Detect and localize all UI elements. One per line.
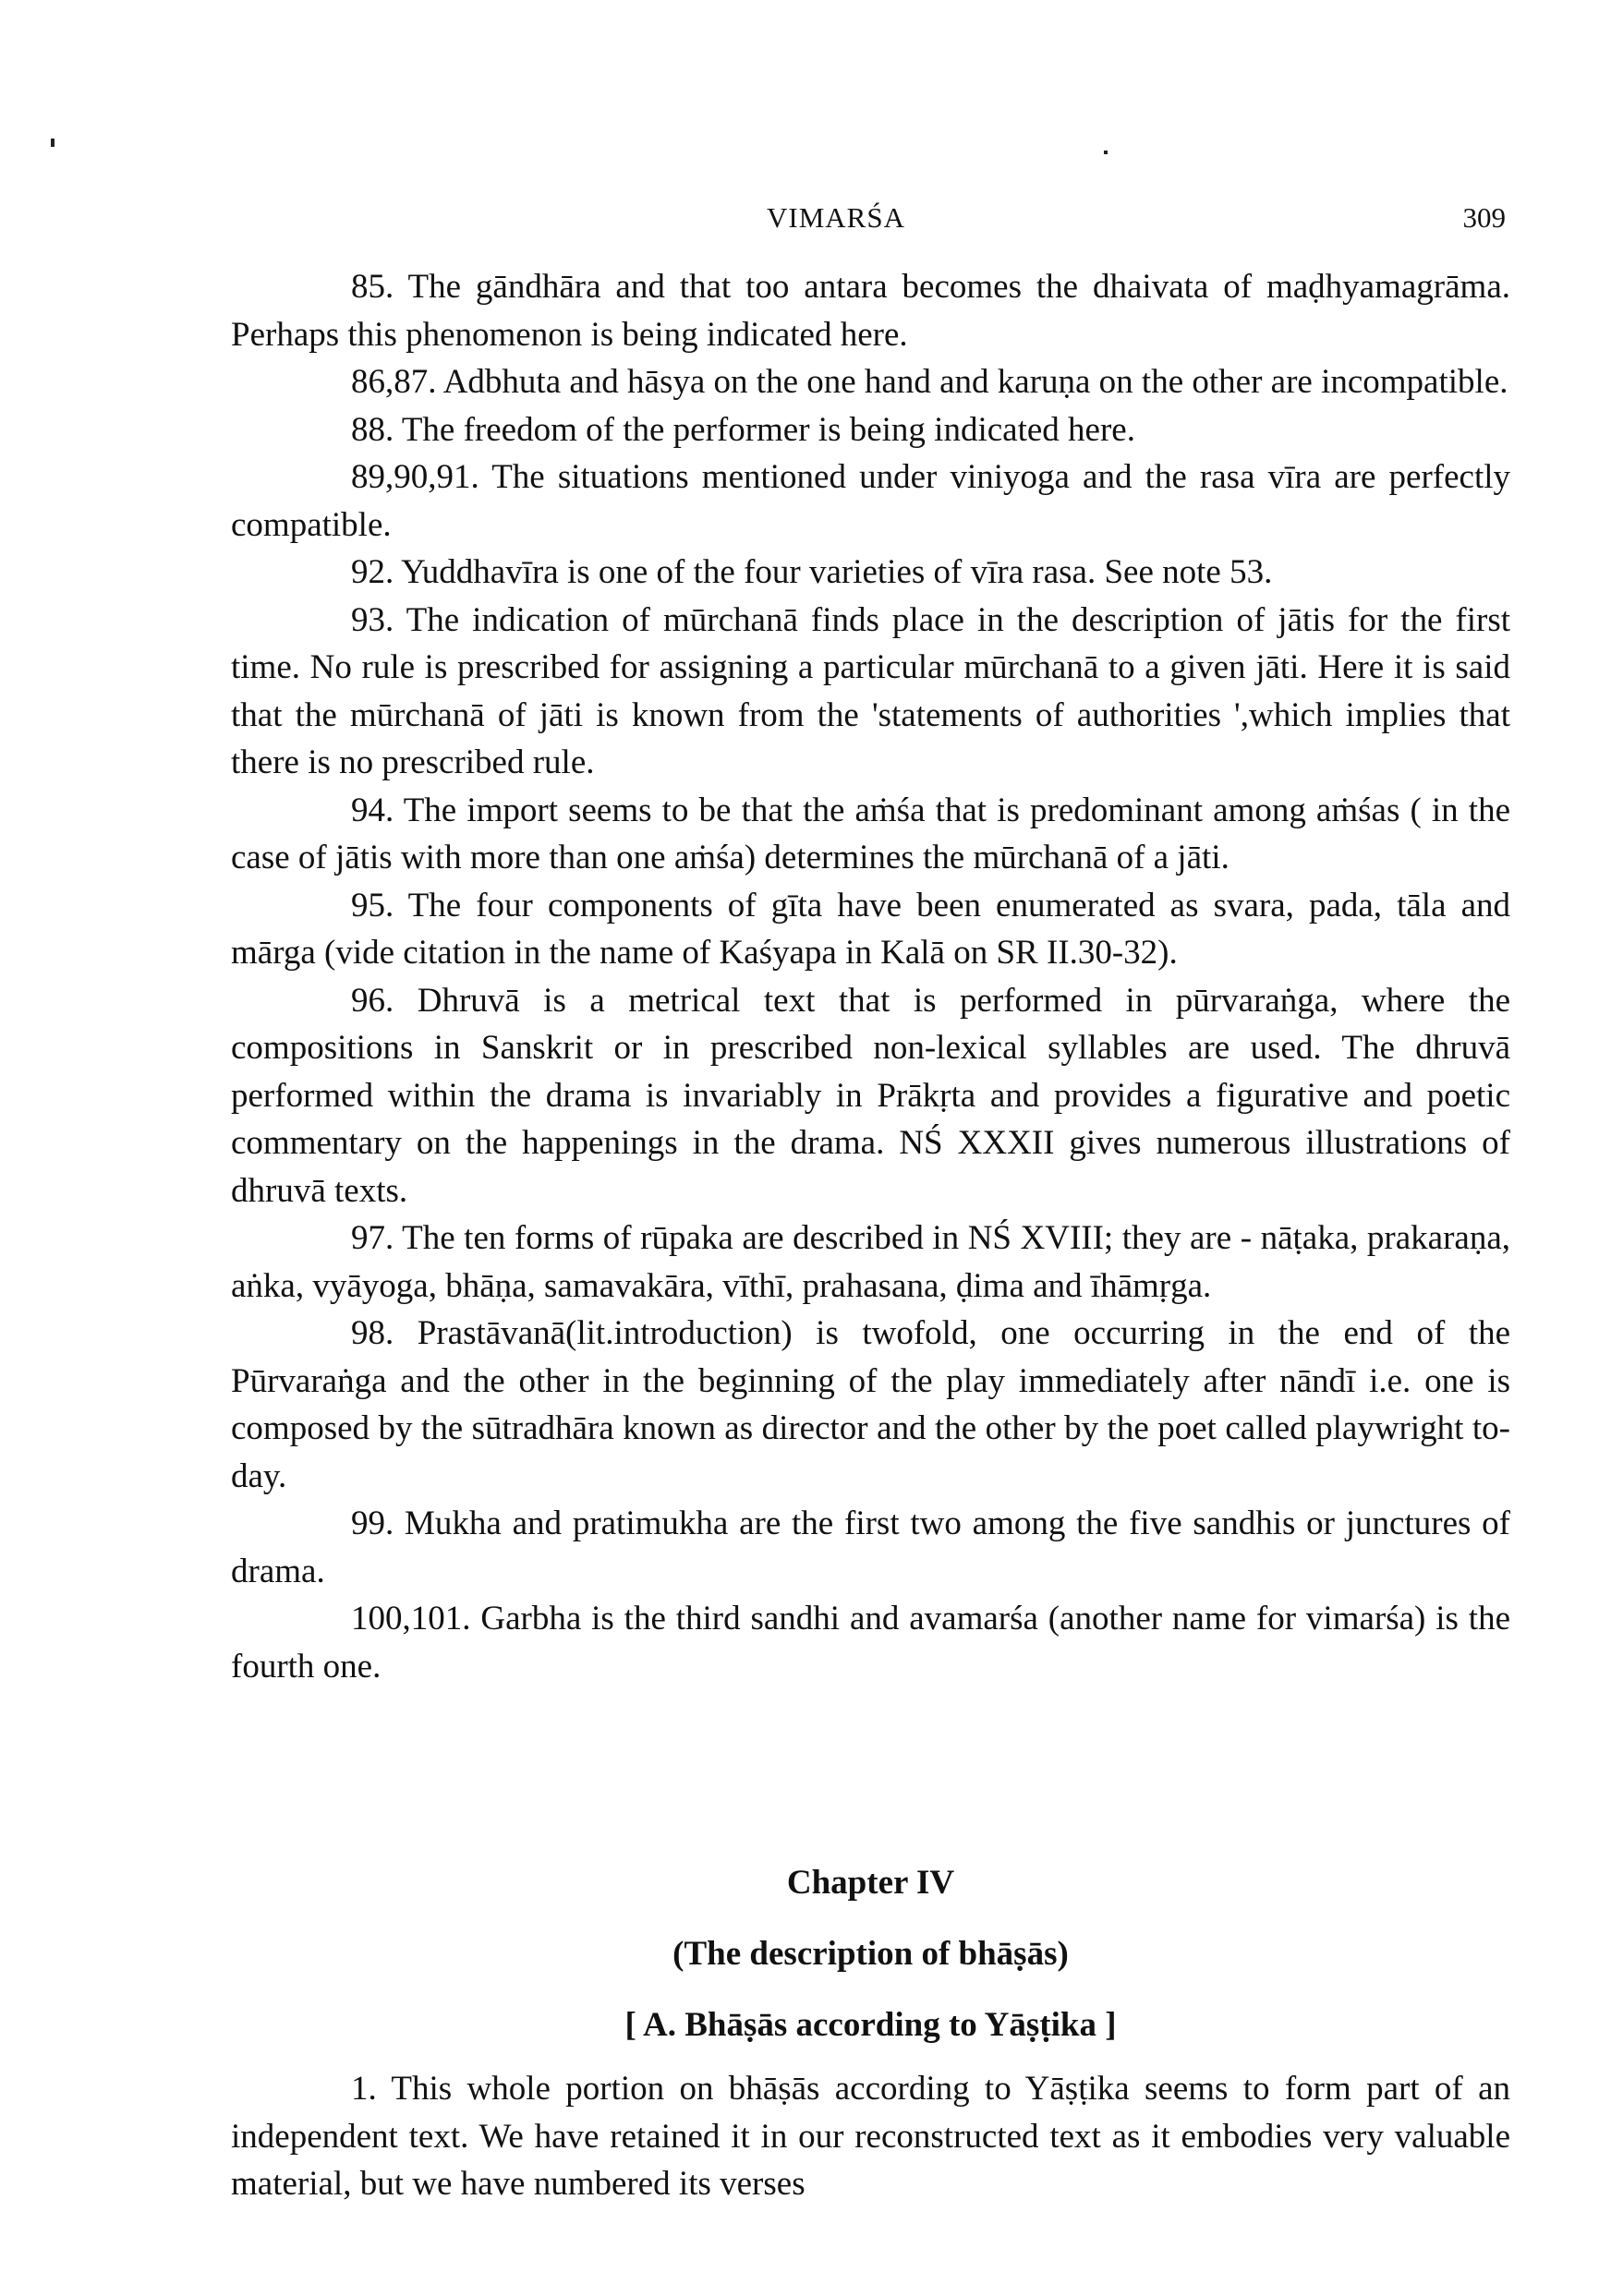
note-94 (231, 787, 1510, 882)
note-text: The indication of mūrchanā finds place in the description of jātis for the first time. No rule is prescribed for assigning a particular mūrchanā to a given jāti. Here it is said that the mūrchanā of jāti is known from the 'statements of authorities ',which implies that there is no prescribed rule. (231, 600, 1510, 781)
running-header (231, 194, 1506, 249)
chapter-notes (231, 2065, 1510, 2208)
note-96 (231, 977, 1510, 1215)
note-number: 99. (351, 1504, 394, 1542)
note-text: Adbhuta and hāsya on the one hand and karuṇa on the other are incompatible. (436, 363, 1508, 401)
chapter-subtitle: (The description of bhāṣās) (672, 1935, 1069, 1973)
note-number: 85. (351, 268, 394, 306)
note-88 (231, 406, 1510, 454)
note-text: Prastāvanā(lit.introduction) is twofold, one occurring in the end of the Pūrvaraṅga and the other in the beginning of the play immediately after nāndī i.e. one is composed by the sūtradhāra known as director and the other by the poet called playwright to-day. (231, 1314, 1510, 1495)
note-number: 93. (351, 600, 394, 639)
note-100-101 (231, 1595, 1510, 1690)
note-number: 86,87. (351, 363, 437, 401)
note-number: 89,90,91. (351, 458, 479, 496)
note-number: 100,101. (351, 1600, 471, 1637)
note-text: The import seems to be that the aṁśa that is predominant among aṁśas ( in the case of jātis with more than one aṁśa) determines the mūrchanā of a jāti. (231, 791, 1510, 876)
note-text: The gāndhāra and that too antara becomes the dhaivata of maḍhyamagrāma. Perhaps this phenomenon is being indicated here. (231, 268, 1510, 354)
note-number: 92. (351, 553, 394, 591)
note-text: The four components of gīta have been enumerated as svara, pada, tāla and mārga (vide citation in the name of Kaśyapa in Kalā on SR II.30-32). (231, 886, 1510, 972)
note-97 (231, 1214, 1510, 1310)
chapter-heading-block (231, 1847, 1510, 2060)
scan-speck (51, 139, 55, 147)
note-text: Garbha is the third sandhi and avamarśa (another name for vimarśa) is the fourth one. (231, 1600, 1510, 1686)
page-number: 309 (1462, 201, 1506, 234)
scan-speck (1104, 151, 1108, 154)
note-number: 94. (351, 791, 394, 829)
note-text: Mukha and pratimukha are the first two among the five sandhis or junctures of drama. (231, 1504, 1510, 1590)
note-89-91 (231, 453, 1510, 549)
note-text: The freedom of the performer is being indicated here. (394, 410, 1135, 449)
note-number: 98. (351, 1314, 394, 1352)
note-92 (231, 549, 1510, 597)
section-heading: [ A. Bhāṣās according to Yāṣṭika ] (624, 2006, 1117, 2044)
note-86-87 (231, 358, 1510, 406)
note-number: 1. (351, 2070, 377, 2108)
note-93 (231, 597, 1510, 787)
note-number: 97. (351, 1219, 394, 1257)
note-number: 96. (351, 981, 394, 1020)
chapter-title: Chapter IV (786, 1864, 955, 1902)
note-text: This whole portion on bhāṣās according to Yāṣṭika seems to form part of an independent text. We have retained it in our reconstructed text as it embodies very valuable material, but we have numbered its verses (231, 2070, 1510, 2203)
note-85 (231, 263, 1510, 358)
note-number: 95. (351, 886, 394, 924)
notes-list (231, 263, 1510, 1690)
note-text: The ten forms of rūpaka are described in NŚ XVIII; they are - nāṭaka, prakaraṇa, aṅka, vyāyoga, bhāṇa, samavakāra, vīthī, prahasana, ḍima and īhāmṛga. (231, 1219, 1510, 1305)
note-text: Dhruvā is a metrical text that is performed in pūrvaraṅga, where the compositions in Sanskrit or in prescribed non-lexical syllables are used. The dhruvā performed within the drama is invariably in Prākṛta and provides a figurative and poetic commentary on the happenings in the drama. NŚ XXXII gives numerous illustrations of dhruvā texts. (231, 981, 1510, 1210)
note-text: The situations mentioned under viniyoga and the rasa vīra are perfectly compatible. (231, 458, 1510, 544)
note-95 (231, 882, 1510, 977)
note-number: 88. (351, 410, 394, 449)
note-1 (231, 2065, 1510, 2208)
note-99 (231, 1500, 1510, 1595)
note-text: Yuddhavīra is one of the four varieties of vīra rasa. See note 53. (394, 553, 1273, 591)
running-title: VIMARŚA (767, 201, 905, 234)
note-98 (231, 1310, 1510, 1500)
